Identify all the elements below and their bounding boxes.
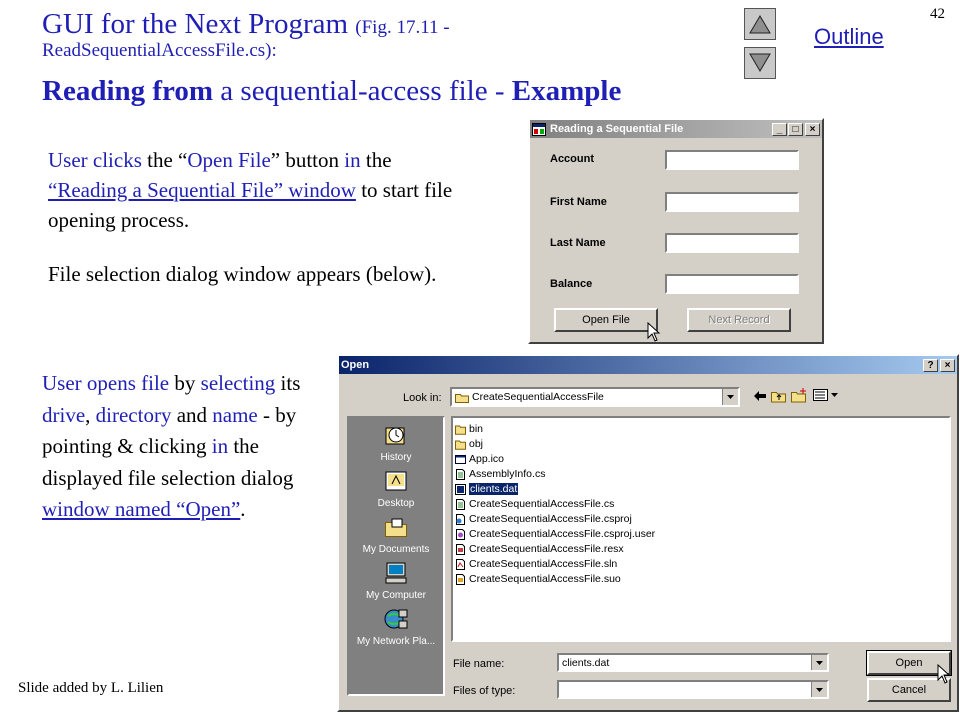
minimize-button[interactable]: _ [772, 123, 787, 136]
reading-window [528, 118, 824, 344]
close-button[interactable]: × [805, 123, 820, 136]
icon-file-icon [455, 454, 469, 465]
place-my-computer[interactable] [349, 562, 443, 601]
file-name-text: CreateSequentialAccessFile.sln [469, 558, 618, 570]
places-bar [347, 416, 445, 696]
down-triangle-icon [749, 53, 771, 73]
slide-credit: Slide added by L. Lilien [18, 680, 164, 696]
file-name-text: CreateSequentialAccessFile.cs [469, 498, 615, 510]
dropdown-arrow-icon[interactable] [811, 682, 827, 697]
new-folder-icon[interactable] [791, 388, 807, 403]
mouse-pointer-icon [937, 664, 951, 684]
page-number: 42 [930, 6, 945, 22]
place-my-network[interactable] [349, 608, 443, 647]
file-name-text: CreateSequentialAccessFile.resx [469, 543, 624, 555]
file-name-text: AssemblyInfo.cs [469, 468, 546, 480]
reading-window-title: Reading a Sequential File [550, 123, 684, 135]
files-of-type-select[interactable] [557, 680, 829, 699]
text-run: the [360, 148, 392, 172]
subtitle-part: Reading from [42, 75, 214, 107]
text-run: Open File [187, 148, 271, 172]
data-file-icon [455, 484, 469, 495]
subtitle-part: a sequential-access file - [220, 75, 505, 107]
open-dialog-title: Open [341, 359, 370, 371]
label-last-name: Last Name [550, 237, 606, 249]
open-file-button[interactable]: Open File [554, 308, 658, 332]
place-label: My Documents [362, 544, 430, 555]
file-name-text: obj [469, 438, 484, 450]
files-of-type-value [559, 682, 562, 694]
csharp-file-icon [455, 469, 469, 480]
folder-icon [455, 392, 469, 403]
text-run: the “ [141, 148, 188, 172]
text-run: to start file opening process. [48, 178, 453, 232]
app-form-icon [532, 123, 546, 136]
file-list [451, 416, 951, 642]
previous-slide-button[interactable] [744, 8, 776, 40]
text-run: by [169, 371, 201, 395]
label-balance: Balance [550, 278, 593, 290]
place-label: History [380, 452, 412, 463]
desktop-icon [384, 470, 408, 492]
resource-file-icon [455, 544, 469, 555]
file-name-text: clients.dat [470, 483, 518, 495]
help-button[interactable]: ? [923, 359, 938, 372]
folder-icon [455, 424, 469, 435]
label-account: Account [550, 153, 594, 165]
text-run: . [240, 497, 246, 521]
account-field[interactable] [665, 150, 799, 170]
file-list-item[interactable] [455, 572, 621, 586]
text-run: - by pointing & clicking [42, 402, 297, 458]
csharp-file-icon [455, 499, 469, 510]
my-computer-icon [384, 562, 408, 584]
text-run: selecting [200, 371, 276, 395]
window-link[interactable]: window named “Open” [42, 497, 241, 521]
first-name-field[interactable] [665, 192, 799, 212]
text-run: ” button [270, 148, 345, 172]
mouse-pointer-icon [647, 322, 661, 342]
window-link[interactable]: “Reading a Sequential File” window [48, 178, 356, 202]
file-name-label: File name: [453, 658, 505, 670]
open-dialog-titlebar[interactable] [339, 356, 957, 374]
file-list-item[interactable] [455, 437, 483, 451]
look-in-dropdown[interactable] [450, 387, 740, 407]
paragraph-open-file [48, 145, 508, 235]
look-in-label: Look in: [403, 392, 442, 404]
text-run: in [344, 148, 361, 172]
paragraph-dialog-appears: File selection dialog window appears (below). [48, 262, 437, 286]
files-of-type-label: Files of type: [453, 685, 516, 697]
next-slide-button[interactable] [744, 47, 776, 79]
file-name-text: CreateSequentialAccessFile.csproj [469, 513, 632, 525]
look-in-value: CreateSequentialAccessFile [472, 391, 604, 403]
place-history[interactable] [349, 424, 443, 463]
slide-subtitle [42, 75, 621, 108]
dialog-close-button[interactable]: × [940, 359, 955, 372]
text-run: User clicks [48, 148, 142, 172]
maximize-button[interactable]: □ [788, 123, 803, 136]
label-first-name: First Name [550, 196, 607, 208]
title-figure-ref: (Fig. 17.11 - [355, 17, 450, 38]
title-filename: ReadSequentialAccessFile.cs): [42, 40, 277, 61]
dropdown-arrow-icon[interactable] [811, 655, 827, 670]
file-list-item[interactable] [455, 467, 545, 481]
project-file-icon [455, 514, 469, 525]
reading-window-titlebar[interactable] [530, 120, 822, 138]
text-run: in [211, 434, 229, 458]
file-name-text: App.ico [469, 453, 505, 465]
file-list-item[interactable] [455, 482, 518, 496]
place-label: My Computer [365, 590, 426, 601]
place-my-documents[interactable] [349, 516, 443, 555]
my-documents-icon [384, 516, 408, 538]
paragraph-select-file [42, 368, 322, 526]
up-triangle-icon [749, 14, 771, 34]
outline-link[interactable]: Outline [814, 24, 884, 49]
user-file-icon [455, 529, 469, 540]
dropdown-arrow-icon[interactable] [722, 389, 738, 405]
solution-file-icon [455, 559, 469, 570]
text-run: , [85, 402, 96, 427]
options-file-icon [455, 574, 469, 585]
open-button[interactable]: Open [867, 651, 951, 675]
file-list-item[interactable] [455, 512, 632, 526]
text-run: the displayed file selection dialog [42, 434, 294, 490]
back-arrow-icon[interactable] [753, 390, 767, 402]
file-name-value: clients.dat [562, 656, 610, 669]
file-name-input[interactable] [557, 653, 829, 672]
place-label: My Network Pla... [356, 636, 436, 647]
folder-icon [455, 439, 469, 450]
place-desktop[interactable] [349, 470, 443, 509]
file-list-item[interactable] [455, 452, 504, 466]
view-menu-icon[interactable] [813, 389, 839, 402]
next-record-button[interactable]: Next Record [687, 308, 791, 332]
file-list-item[interactable] [455, 542, 624, 556]
text-run: and [171, 402, 213, 427]
file-name-text: CreateSequentialAccessFile.csproj.user [469, 528, 656, 540]
open-dialog [337, 354, 959, 712]
file-list-item[interactable] [455, 422, 483, 436]
file-name-text: CreateSequentialAccessFile.suo [469, 573, 621, 585]
subtitle-part: Example [511, 75, 622, 107]
slide-title [42, 8, 450, 41]
file-list-item[interactable] [455, 557, 617, 571]
balance-field[interactable] [665, 274, 799, 294]
text-run: drive [42, 402, 86, 427]
last-name-field[interactable] [665, 233, 799, 253]
history-icon [384, 424, 408, 446]
up-folder-icon[interactable] [771, 389, 787, 403]
cancel-button[interactable]: Cancel [867, 678, 951, 702]
text-run: directory [95, 402, 172, 427]
title-main: GUI for the Next Program [42, 8, 349, 40]
network-places-icon [384, 608, 408, 630]
place-label: Desktop [377, 498, 415, 509]
text-run: name [212, 402, 258, 427]
text-run: User opens file [42, 371, 170, 395]
file-name-text: bin [469, 423, 484, 435]
text-run: its [275, 371, 301, 395]
file-list-item[interactable] [455, 527, 655, 541]
file-list-item[interactable] [455, 497, 614, 511]
